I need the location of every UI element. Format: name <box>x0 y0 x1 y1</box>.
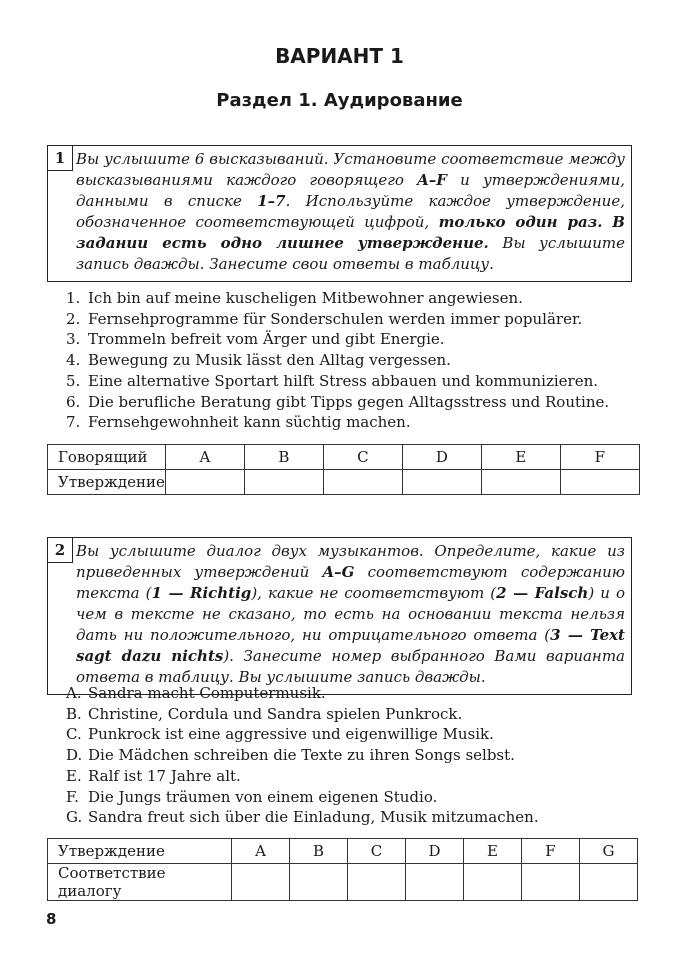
answer-cell[interactable] <box>402 470 481 495</box>
list-item <box>66 683 539 704</box>
instr-text: ) и о чем в тексте не сказано, то есть на основании текста нельзя дать ни положительного, ни отрицательного ответа ( <box>76 584 625 644</box>
task-2-answer-table <box>47 838 638 901</box>
answer-cell[interactable] <box>348 864 406 901</box>
item-text: Ralf ist 17 Jahre alt. <box>88 766 241 785</box>
answer-cell[interactable] <box>580 864 638 901</box>
item-text: Die Mädchen schreiben die Texte zu ihren Songs selbst. <box>88 746 515 765</box>
task-2-box <box>47 537 632 695</box>
table-row-label: Говорящий <box>48 445 166 470</box>
task-2-number: 2 <box>48 538 73 563</box>
item-key: B. <box>66 704 82 723</box>
list-item <box>66 350 609 371</box>
item-text: Fernsehgewohnheit kann süchtig machen. <box>88 413 411 432</box>
table-row-label: Утверждение <box>48 470 166 495</box>
table-row <box>48 470 640 495</box>
answer-cell[interactable] <box>232 864 290 901</box>
item-text: Punkrock ist eine aggressive und eigenwillige Musik. <box>88 725 494 744</box>
list-item <box>66 371 609 392</box>
task-2 <box>47 537 632 695</box>
list-item <box>66 329 609 350</box>
answer-cell[interactable] <box>165 470 244 495</box>
item-text: Die berufliche Beratung gibt Tipps gegen Alltagsstress und Routine. <box>88 392 610 411</box>
item-key: 6. <box>66 392 81 411</box>
answer-cell[interactable] <box>290 864 348 901</box>
table-row-label: Утверждение <box>48 839 232 864</box>
instr-bold: 1–7 <box>257 192 286 210</box>
instr-text: соответствуют содержанию текста ( <box>76 563 625 602</box>
table-header-cell: A <box>232 839 290 864</box>
list-item <box>66 309 609 330</box>
task-1-box <box>47 145 632 282</box>
instr-text: Вы услышите 6 высказываний. Установите соответствие между высказываниями каждого говорящего <box>76 150 625 189</box>
task-2-statements <box>66 683 539 828</box>
table-row <box>48 445 640 470</box>
table-header-cell: E <box>464 839 522 864</box>
section-title: Раздел 1. Аудирование <box>216 90 463 111</box>
instr-bold: A–G <box>322 563 355 581</box>
list-item <box>66 704 539 725</box>
item-key: A. <box>66 684 82 702</box>
table-header-cell: B <box>244 445 323 470</box>
item-key: 4. <box>66 351 81 370</box>
instr-text: . Используйте каждое утверждение, обозначенное соответствующей цифрой, <box>76 192 625 231</box>
list-item <box>66 766 539 787</box>
list-item <box>66 807 539 828</box>
item-text: Die Jungs träumen von einem eigenen Studio. <box>88 787 438 806</box>
table-header-cell: A <box>165 445 244 470</box>
item-key: C. <box>66 725 82 744</box>
list-item <box>66 724 539 745</box>
instr-text: ), какие не соответствуют ( <box>251 584 497 602</box>
page-title: ВАРИАНТ 1 <box>275 44 404 68</box>
item-key: G. <box>66 808 83 827</box>
task-1 <box>47 145 632 282</box>
item-key: 3. <box>66 330 81 349</box>
item-key: E. <box>66 766 82 785</box>
instr-bold: 2 — Falsch <box>496 584 589 602</box>
table-row <box>48 839 638 864</box>
list-item <box>66 787 539 808</box>
item-key: 2. <box>66 309 81 328</box>
list-item <box>66 412 609 433</box>
list-item <box>66 392 609 413</box>
item-text: Eine alternative Sportart hilft Stress abbauen und kommunizieren. <box>88 371 599 390</box>
table-header-cell: D <box>402 445 481 470</box>
task-1-statements <box>66 288 609 433</box>
instr-bold: 3 — Text sagt dazu nichts <box>76 626 625 665</box>
table-header-cell: D <box>406 839 464 864</box>
item-key: F. <box>66 787 79 806</box>
list-item <box>66 288 609 309</box>
table-header-cell: E <box>481 445 560 470</box>
task-2-instructions <box>76 538 631 694</box>
table-header-cell: F <box>522 839 580 864</box>
item-key: D. <box>66 746 83 765</box>
table-row <box>48 864 638 901</box>
task-1-instructions <box>76 146 631 281</box>
item-text: Christine, Cordula und Sandra spielen Punkrock. <box>88 704 463 723</box>
list-item <box>66 745 539 766</box>
task-1-number: 1 <box>48 146 73 171</box>
answer-cell[interactable] <box>522 864 580 901</box>
task-1-answer-table <box>47 444 640 495</box>
item-key: 7. <box>66 413 81 432</box>
item-text: Ich bin auf meine kuscheligen Mitbewohner angewiesen. <box>88 289 523 307</box>
instr-text: и утверждениями, данными в списке <box>76 171 625 210</box>
item-text: Trommeln befreit vom Ärger und gibt Energie. <box>88 330 445 349</box>
item-text: Sandra freut sich über die Einladung, Musik mitzumachen. <box>88 808 539 827</box>
answer-cell[interactable] <box>464 864 522 901</box>
table-header-cell: C <box>323 445 402 470</box>
instr-bold: A–F <box>417 171 447 189</box>
instr-text: Вы услышите диалог двух музыкантов. Определите, какие из приведенных утверждений <box>76 542 625 581</box>
item-text: Fernsehprogramme für Sonderschulen werden immer populärer. <box>88 309 583 328</box>
answer-cell[interactable] <box>244 470 323 495</box>
table-row-label: Соответствие диалогу <box>48 864 232 901</box>
table-header-cell: C <box>348 839 406 864</box>
instr-bold: 1 — Richtig <box>151 584 252 602</box>
table-header-cell: G <box>580 839 638 864</box>
instr-bold: только один раз. В задании есть одно лишнее утверждение. <box>76 213 625 252</box>
instr-text: Вы услышите запись дважды. Занесите свои ответы в таблицу. <box>76 234 625 273</box>
item-text: Sandra macht Computermusik. <box>88 684 326 702</box>
answer-cell[interactable] <box>323 470 402 495</box>
item-text: Bewegung zu Musik lässt den Alltag vergessen. <box>88 351 451 370</box>
table-header-cell: F <box>560 445 639 470</box>
item-key: 5. <box>66 371 81 390</box>
answer-cell[interactable] <box>481 470 560 495</box>
page-number: 8 <box>46 910 57 928</box>
instr-text: ). Занесите номер выбранного Вами варианта ответа в таблицу. Вы услышите запись дважды. <box>76 647 625 686</box>
table-header-cell: B <box>290 839 348 864</box>
answer-cell[interactable] <box>406 864 464 901</box>
answer-cell[interactable] <box>560 470 639 495</box>
item-key: 1. <box>66 289 81 307</box>
